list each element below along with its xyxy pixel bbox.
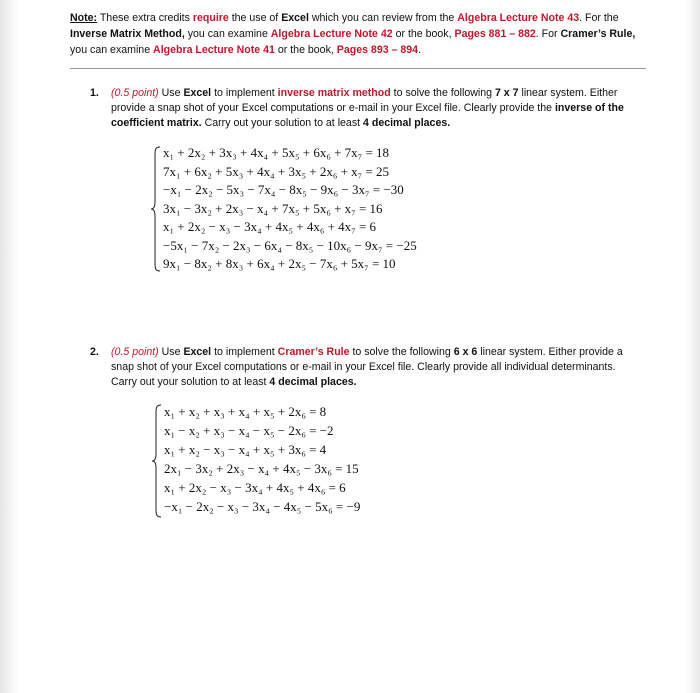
equation-row: x₁ + 2x₂ − x₃ − 3x₄ + 4x₅ + 4x₆ = 6 (164, 480, 346, 495)
question-2-text: (0.5 point) Use Excel to implement Cramer’s Rule to solve the following 6 x 6 linear system. Either provide a snap shot of your Excel computations or e-mail in your Excel file. Clearly provide all individual determinants. Carry out your solution to at least 4 decimal places. (111, 346, 623, 388)
inverse-method-emphasis: Inverse Matrix Method, (70, 28, 185, 40)
question-2-number: 2. (90, 346, 99, 358)
equation-row: 7x₁ + 6x₂ + 5x₃ + 4x₄ + 3x₅ + 2x₆ + x₇ = 25 (163, 163, 390, 179)
lecture-41-ref: Algebra Lecture Note 41 (153, 44, 275, 56)
question-1-number: 1. (90, 87, 99, 99)
equation-row: −x₁ − 2x₂ − 5x₃ − 7x₄ − 8x₅ − 9x₆ − 3x₇ = −30 (163, 182, 404, 197)
cramers-emphasis: Cramer’s Rule, (560, 28, 636, 40)
note-label: Note: (70, 12, 98, 24)
equation-row: 2x₁ − 3x₂ + 2x₃ − x₄ + 4x₅ − 3x₆ = 15 (164, 461, 359, 476)
pages-881-ref: Pages 881 – 882 (454, 28, 536, 40)
equation-row: 9x₁ − 8x₂ + 8x₃ + 6x₄ + 2x₅ − 7x₆ + 5x₇ = 10 (163, 256, 396, 271)
question-2-method: Cramer’s Rule (277, 346, 350, 358)
question-1-method: inverse matrix method (277, 87, 391, 99)
linear-system-7x7 (151, 144, 417, 274)
question-1-points: (0.5 point) (111, 87, 159, 99)
question-2 (92, 345, 644, 390)
equation-row: x₁ − x₂ + x₃ − x₄ − x₅ − 2x₆ = −2 (164, 423, 334, 438)
linear-system-6x6 (152, 402, 360, 516)
equation-row: −x₁ − 2x₂ − x₃ − 3x₄ − 4x₅ − 5x₆ = −9 (164, 499, 361, 514)
question-1-text: (0.5 point) Use Excel to implement inverse matrix method to solve the following 7 x 7 linear system. Either provide a snap shot of your Excel computations or e-mail in your Excel file. Clearly provide the inverse of the coefficient matrix. Carry out your solution to at least 4 decimal places. (111, 87, 624, 129)
excel-emphasis: Excel (281, 12, 309, 24)
equation-row: x₁ + 2x₂ + 3x₃ + 4x₄ + 5x₅ + 6x₆ + 7x₇ = 18 (163, 145, 390, 160)
pages-893-ref: Pages 893 – 894 (336, 44, 419, 56)
question-2-points: (0.5 point) (111, 346, 159, 358)
equation-row: x₁ + x₂ + x₃ + x₄ + x₅ + 2x₆ = 8 (164, 404, 327, 419)
question-1 (92, 86, 644, 131)
note-paragraph: Note: These extra credits require the use of Excel which you can review from the Algebra Lecture Note 43. For the Inverse Matrix Method, you can examine Algebra Lecture Note 42 or the book, Pages 881 – 882. For Cramer’s Rule, you can examine Algebra Lecture Note 41 or the book, Pages 893 – 894. (70, 12, 636, 56)
equation-row: 3x₁ − 3x₂ + 2x₃ − x₄ + 7x₅ + 5x₆ + x₇ = 16 (163, 200, 383, 216)
equation-row: x₁ + 2x₂ − x₃ − 3x₄ + 4x₅ + 4x₆ + 4x₇ = 6 (163, 219, 377, 234)
left-brace-icon (151, 146, 161, 272)
lecture-42-ref: Algebra Lecture Note 42 (270, 28, 393, 40)
require-emphasis: require (192, 12, 229, 24)
lecture-43-ref: Algebra Lecture Note 43 (457, 12, 580, 24)
page-shadow-right (686, 0, 700, 693)
left-brace-icon (152, 404, 162, 518)
horizontal-rule (70, 68, 646, 69)
equation-row: −5x₁ − 7x₂ − 2x₃ − 6x₄ − 8x₅ − 10x₆ − 9x₇ = −25 (163, 237, 417, 253)
page-shadow-left (0, 0, 18, 693)
equation-row: x₁ + x₂ − x₃ − x₄ + x₅ + 3x₆ = 4 (164, 442, 327, 457)
